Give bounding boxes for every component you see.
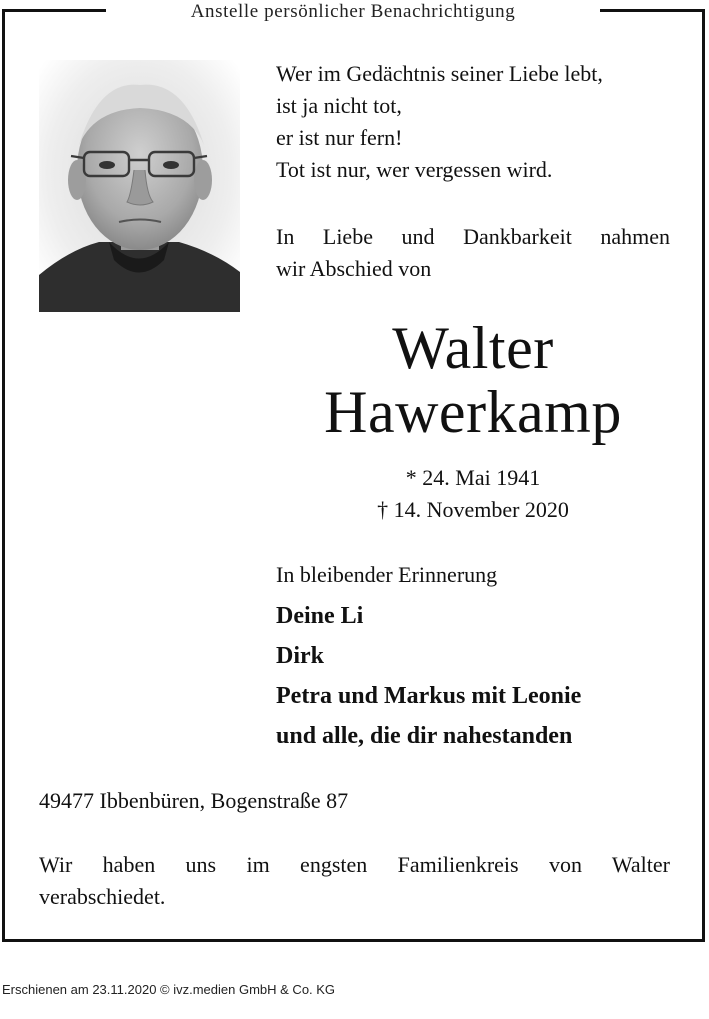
portrait-photo [39, 60, 240, 312]
notice-header: Anstelle persönlicher Benachrichtigung [106, 0, 600, 24]
first-name: Walter [392, 315, 554, 381]
intro-line-1: In Liebe und Dankbarkeit nahmen [276, 224, 670, 249]
mourners-list [276, 596, 696, 756]
poem-line: er ist nur fern! [276, 125, 403, 150]
poem-line: ist ja nicht tot, [276, 93, 402, 118]
poem-line: Wer im Gedächtnis seiner Liebe lebt, [276, 61, 603, 86]
closing-note [39, 849, 670, 913]
closing-line-1: Wir haben uns im engsten Familienkreis von Walter [39, 852, 670, 877]
memory-line: In bleibender Erinnerung [276, 562, 498, 587]
mourner: Petra und Markus mit Leonie [276, 683, 582, 709]
birth-date: * 24. Mai 1941 [405, 465, 541, 490]
portrait-image [39, 60, 240, 312]
deceased-name [276, 316, 670, 444]
last-name: Hawerkamp [324, 379, 622, 445]
mourner-address: 49477 Ibbenbüren, Bogenstraße 87 [39, 788, 349, 813]
closing-line-2: verabschiedet. [39, 884, 166, 909]
mourner: und alle, die dir nahestanden [276, 723, 573, 749]
publication-footer: Erschienen am 23.11.2020 © ivz.medien GmbH & Co. KG [2, 982, 336, 997]
mourner: Deine Li [276, 603, 364, 629]
farewell-intro [276, 221, 670, 285]
death-date: † 14. November 2020 [377, 497, 569, 522]
poem-line: Tot ist nur, wer vergessen wird. [276, 157, 553, 182]
poem [276, 58, 670, 186]
mourner: Dirk [276, 643, 324, 669]
life-dates [276, 462, 670, 526]
intro-line-2: wir Abschied von [276, 256, 432, 281]
